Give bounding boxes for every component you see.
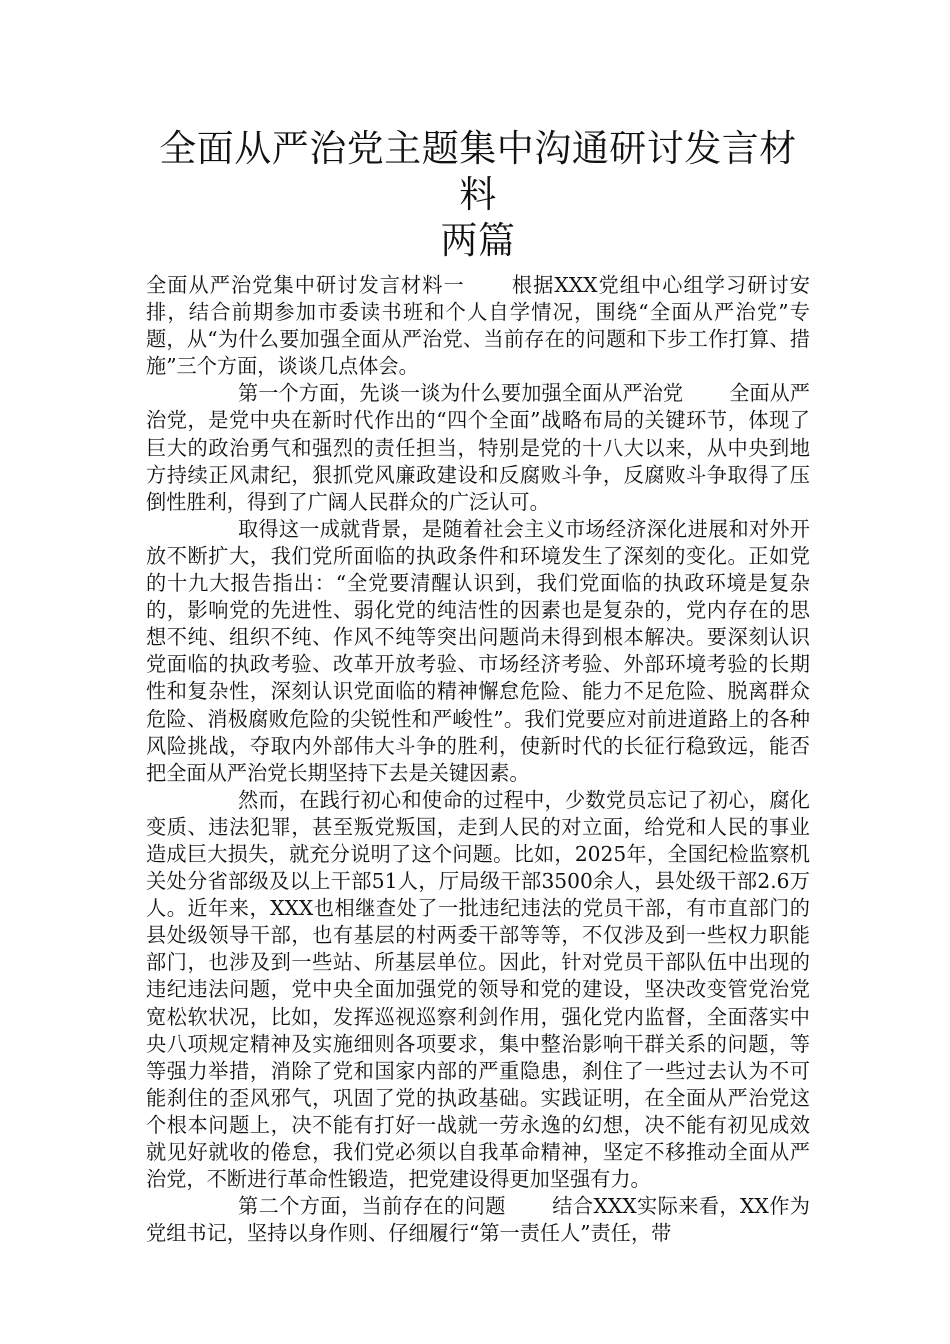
paragraph-1-lead: 全面从严治党集中研讨发言材料一 — [146, 273, 465, 297]
document-body — [146, 272, 810, 1247]
title-line-1: 全面从严治党主题集中沟通研讨发言材料 — [159, 127, 797, 216]
paragraph-3-text: 取得这一成就背景，是随着社会主义市场经济深化进展和对外开放不断扩大，我们党所面临的执政条件和环境发生了深刻的变化。正如党的十九大报告指出：“全党要清醒认识到，我们党面临的执政环境是复杂的，影响党的先进性、弱化党的纯洁性的因素也是复杂的，党内存在的思想不纯、组织不纯、作风不纯等突出问题尚未得到根本解决。要深刻认识党面临的执政考验、改革开放考验、市场经济考验、外部环境考验的长期性和复杂性，深刻认识党面临的精神懈怠危险、能力不足危险、脱离群众危险、消极腐败危险的尖锐性和严峻性”。我们党要应对前进道路上的各种风险挑战，夺取内外部伟大斗争的胜利，使新时代的长征行稳致远，能否把全面从严治党长期坚持下去是关键因素。 — [146, 516, 810, 785]
paragraph-2-text: 全面从严治党，是党中央在新时代作出的“四个全面”战略布局的关键环节，体现了巨大的政治勇气和强烈的责任担当，特别是党的十八大以来，从中央到地方持续正风肃纪，狠抓党风廉政建设和反腐败斗争，反腐败斗争取得了压倒性胜利，得到了广阔人民群众的广泛认可。 — [146, 381, 810, 514]
paragraph-4-text: 然而，在践行初心和使命的过程中，少数党员忘记了初心，腐化变质、违法犯罪，甚至叛党叛国，走到人民的对立面，给党和人民的事业造成巨大损失，就充分说明了这个问题。比如，2025年，全国纪检监察机关处分省部级及以上干部51人，厅局级干部3500余人，县处级干部2.6万人。近年来，XXX也相继查处了一批违纪违法的党员干部，有市直部门的县处级领导干部，也有基层的村两委干部等等，不仅涉及到一些权力职能部门，也涉及到一些站、所基层单位。因此，针对党员干部队伍中出现的违纪违法问题，党中央全面加强党的领导和党的建设，坚决改变管党治党宽松软状况，比如，发挥巡视巡察利剑作用，强化党内监督，全面落实中央八项规定精神及实施细则各项要求，集中整治影响干群关系的问题，等等强力举措，消除了党和国家内部的严重隐患，刹住了一些过去认为不可能刹住的歪风邪气，巩固了党的执政基础。实践证明，在全面从严治党这个根本问题上，决不能有打好一战就一劳永逸的幻想，决不能有初见成效就见好就收的倦怠，我们党必须以自我革命精神，坚定不移推动全面从严治党，不断进行革命性锻造，把党建设得更加坚强有力。 — [146, 787, 810, 1192]
document-title — [146, 126, 810, 264]
paragraph-3 — [146, 516, 810, 787]
paragraph-5-text: 结合XXX实际来看，XX作为党组书记，坚持以身作则、仔细履行“第一责任人”责任，带 — [146, 1194, 810, 1246]
paragraph-1 — [146, 272, 810, 380]
paragraph-5-lead: 第二个方面，当前存在的问题 — [238, 1194, 506, 1219]
paragraph-4 — [146, 787, 810, 1193]
document-page — [146, 126, 810, 1247]
paragraph-5 — [146, 1193, 810, 1247]
paragraph-2-lead: 第一个方面，先谈一谈为什么要加强全面从严治党 — [238, 381, 684, 406]
title-line-2: 两篇 — [440, 219, 516, 262]
paragraph-2 — [146, 380, 810, 515]
paragraph-1-text: 根据XXX党组中心组学习研讨安排，结合前期参加市委读书班和个人自学情况，围绕“全面从严治党”专题，从“为什么要加强全面从严治党、当前存在的问题和下步工作打算、措施”三个方面，谈谈几点体会。 — [146, 273, 810, 379]
